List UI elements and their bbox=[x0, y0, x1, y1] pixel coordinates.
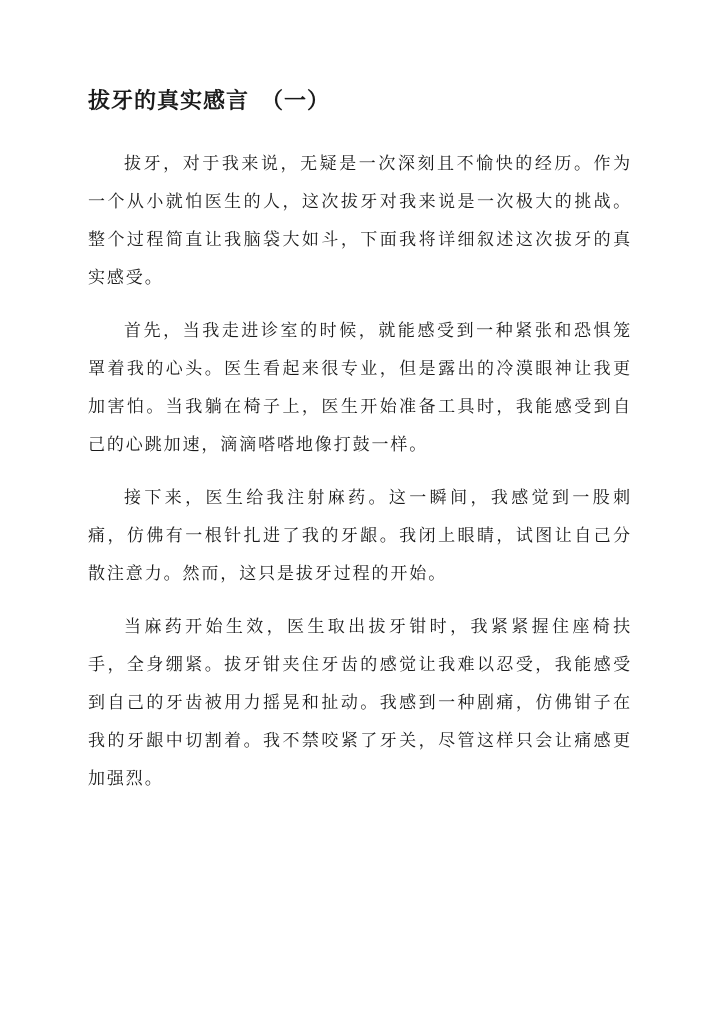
document-body bbox=[88, 145, 632, 813]
paragraph-4: 当麻药开始生效，医生取出拔牙钳时，我紧紧握住座椅扶手，全身绷紧。拔牙钳夹住牙齿的感觉让我难以忍受，我能感受到自己的牙齿被用力摇晃和扯动。我感到一种剧痛，仿佛钳子在我的牙龈中切割着。我不禁咬紧了牙关，尽管这样只会让痛感更加强烈。 bbox=[88, 617, 632, 789]
paragraph-3: 接下来，医生给我注射麻药。这一瞬间，我感觉到一股刺痛，仿佛有一根针扎进了我的牙龈。我闭上眼睛，试图让自己分散注意力。然而，这只是拔牙过程的开始。 bbox=[88, 488, 632, 584]
paragraph-1: 拔牙，对于我来说，无疑是一次深刻且不愉快的经历。作为一个从小就怕医生的人，这次拔牙对我来说是一次极大的挑战。整个过程简直让我脑袋大如斗，下面我将详细叙述这次拔牙的真实感受。 bbox=[88, 154, 632, 288]
document-title: 拔牙的真实感言 （一） bbox=[88, 88, 331, 114]
paragraph-2: 首先，当我走进诊室的时候，就能感受到一种紧张和恐惧笼罩着我的心头。医生看起来很专业，但是露出的冷漠眼神让我更加害怕。当我躺在椅子上，医生开始准备工具时，我能感受到自己的心跳加速，滴滴嗒嗒地像打鼓一样。 bbox=[88, 321, 632, 455]
